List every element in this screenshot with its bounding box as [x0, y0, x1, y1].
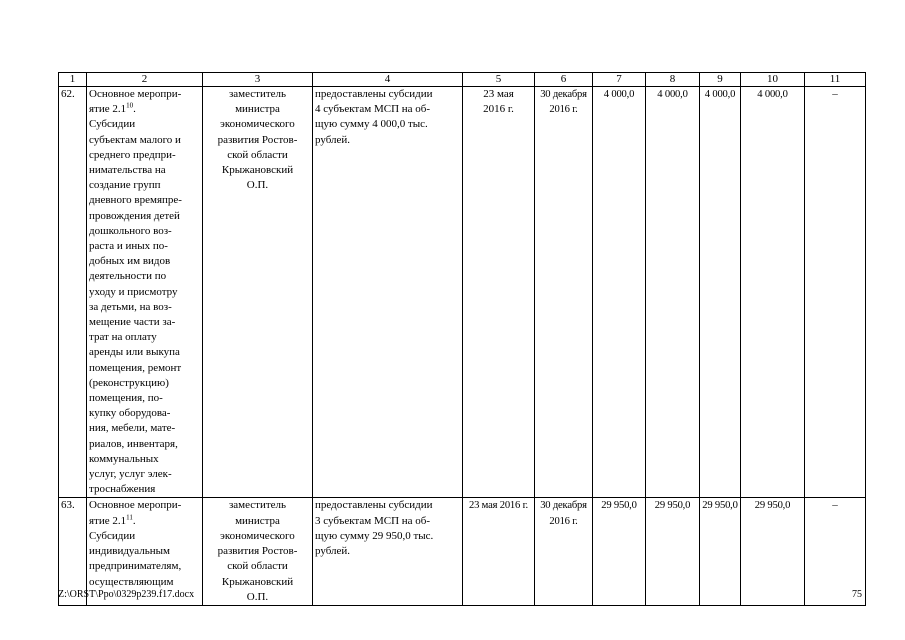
column-number: 3: [203, 73, 313, 87]
column-number: 9: [700, 73, 741, 87]
column-number: 1: [59, 73, 87, 87]
footnote-marker: 10: [126, 101, 134, 110]
measure-lines: [89, 87, 200, 497]
value-col8: 29 950,0: [646, 498, 700, 605]
result-cell: [313, 498, 463, 605]
text-line: деятельности по: [89, 270, 167, 283]
responsible-cell: [203, 87, 313, 498]
text-line: 2016 г.: [483, 103, 514, 116]
text-line: субъектам малого и: [89, 133, 181, 146]
column-number: 2: [87, 73, 203, 87]
text-line: осуществляющим: [89, 575, 174, 588]
value-col7: 4 000,0: [593, 87, 646, 498]
start-date-lines: [465, 87, 532, 117]
text-line: индивидуальным: [89, 545, 171, 558]
text-line: ятие $2.1^{10}$.: [89, 101, 136, 116]
text-line: 30 декабря: [540, 500, 587, 512]
text-line: коммунальных: [89, 452, 159, 465]
text-line: за детьми, на воз-: [89, 300, 172, 313]
text-line: предоставлены субсидии: [315, 499, 433, 512]
text-line: Субсидии: [89, 118, 136, 131]
text-line: О.П.: [246, 179, 269, 192]
start-date-cell: [463, 498, 535, 605]
text-line: добных им видов: [89, 255, 171, 268]
text-line: развития Ростов-: [217, 545, 298, 558]
text-line: щую сумму 29 950,0 тыс.: [315, 529, 434, 542]
start-date-cell: [463, 87, 535, 498]
value-col7: 29 950,0: [593, 498, 646, 605]
plan-table: [58, 72, 866, 606]
measure-cell: [87, 87, 203, 498]
column-number: 11: [805, 73, 866, 87]
text-line: Субсидии: [89, 529, 136, 542]
footnote-suffix: .: [133, 103, 136, 116]
text-line: заместитель: [228, 88, 287, 100]
text-line: (реконструкцию): [89, 376, 169, 389]
text-line: 2016 г.: [549, 104, 578, 116]
text-line: среднего предпри-: [89, 148, 176, 161]
text-line: министра: [235, 103, 280, 116]
text-line: ской области: [227, 560, 288, 573]
row-number: 62.: [59, 87, 87, 498]
text-line: экономического: [220, 529, 295, 542]
column-number: 10: [741, 73, 805, 87]
value-col8: 4 000,0: [646, 87, 700, 498]
text-line: трат на оплату: [89, 331, 157, 344]
responsible-lines: [205, 498, 310, 604]
text-line: 2016 г.: [549, 515, 578, 527]
text-line: развития Ростов-: [217, 133, 298, 146]
value-col10: 29 950,0: [741, 498, 805, 605]
footnote-marker: 11: [126, 513, 133, 522]
value-col9: 29 950,0: [700, 498, 741, 605]
text-line: троснабжения: [89, 483, 156, 496]
text-line: дошкольного воз-: [89, 224, 172, 237]
footnote-suffix: .: [132, 514, 136, 527]
text-line: Крыжановский: [221, 164, 294, 177]
text-line: уходу и присмотру: [89, 285, 178, 298]
text-line: экономического: [220, 118, 295, 131]
value-col10: 4 000,0: [741, 87, 805, 498]
text-line: рублей.: [315, 545, 351, 558]
text-line: 23 мая 2016 г.: [469, 500, 528, 512]
text-line: купку оборудова-: [89, 407, 171, 420]
measure-lines: [89, 498, 200, 589]
value-col11: –: [805, 498, 866, 605]
text-line: 30 декабря: [540, 89, 587, 100]
text-line: предпринимателям,: [89, 560, 182, 573]
column-number: 5: [463, 73, 535, 87]
text-line: мещение части за-: [89, 316, 176, 329]
text-line: министра: [235, 514, 280, 527]
row-number: 63.: [59, 498, 87, 605]
text-line: помещения, по-: [89, 392, 163, 405]
text-line: ятие $2.1^{11}$.: [89, 513, 136, 527]
value-col9: 4 000,0: [700, 87, 741, 498]
table-row: [59, 87, 866, 498]
responsible-lines: [205, 87, 310, 193]
footer-file-path: Z:\ORST\Ppo\0329p239.f17.docx: [58, 589, 195, 600]
end-date-cell: [535, 87, 593, 498]
text-line: дневного времяпре-: [89, 194, 182, 207]
column-number: 7: [593, 73, 646, 87]
end-date-lines: [537, 498, 590, 528]
text-line: помещения, ремонт: [89, 361, 182, 374]
text-line: ния, мебели, мате-: [89, 422, 176, 435]
responsible-cell: [203, 498, 313, 605]
text-line: риалов, инвентаря,: [89, 437, 178, 450]
text-line: Основное меропри-: [89, 499, 182, 512]
text-line: предоставлены субсидии: [315, 88, 433, 100]
start-date-lines: [465, 498, 532, 513]
result-lines: [315, 87, 460, 148]
result-lines: [315, 498, 460, 559]
page-number: 75: [852, 589, 862, 600]
text-line: ской области: [227, 148, 288, 161]
text-line: заместитель: [228, 499, 287, 512]
text-line: аренды или выкупа: [89, 346, 180, 359]
text-line: Крыжановский: [221, 575, 294, 588]
text-line: щую сумму 4 000,0 тыс.: [315, 118, 428, 131]
text-line: 23 мая: [483, 88, 514, 100]
column-number: 4: [313, 73, 463, 87]
end-date-cell: [535, 498, 593, 605]
column-number-row: [59, 73, 866, 87]
text-line: рублей.: [315, 133, 351, 146]
text-line: раста и иных по-: [89, 240, 168, 253]
end-date-lines: [537, 87, 590, 117]
text-line: 3 субъектам МСП на об-: [315, 514, 431, 527]
text-line: провождения детей: [89, 209, 180, 222]
text-line: Основное меропри-: [89, 88, 182, 100]
text-line: услуг, услуг элек-: [89, 468, 172, 481]
text-line: создание групп: [89, 179, 161, 192]
column-number: 6: [535, 73, 593, 87]
column-number: 8: [646, 73, 700, 87]
value-col11: –: [805, 87, 866, 498]
result-cell: [313, 87, 463, 498]
text-line: нимательства на: [89, 164, 166, 177]
text-line: 4 субъектам МСП на об-: [315, 103, 431, 116]
text-line: О.П.: [246, 590, 269, 603]
